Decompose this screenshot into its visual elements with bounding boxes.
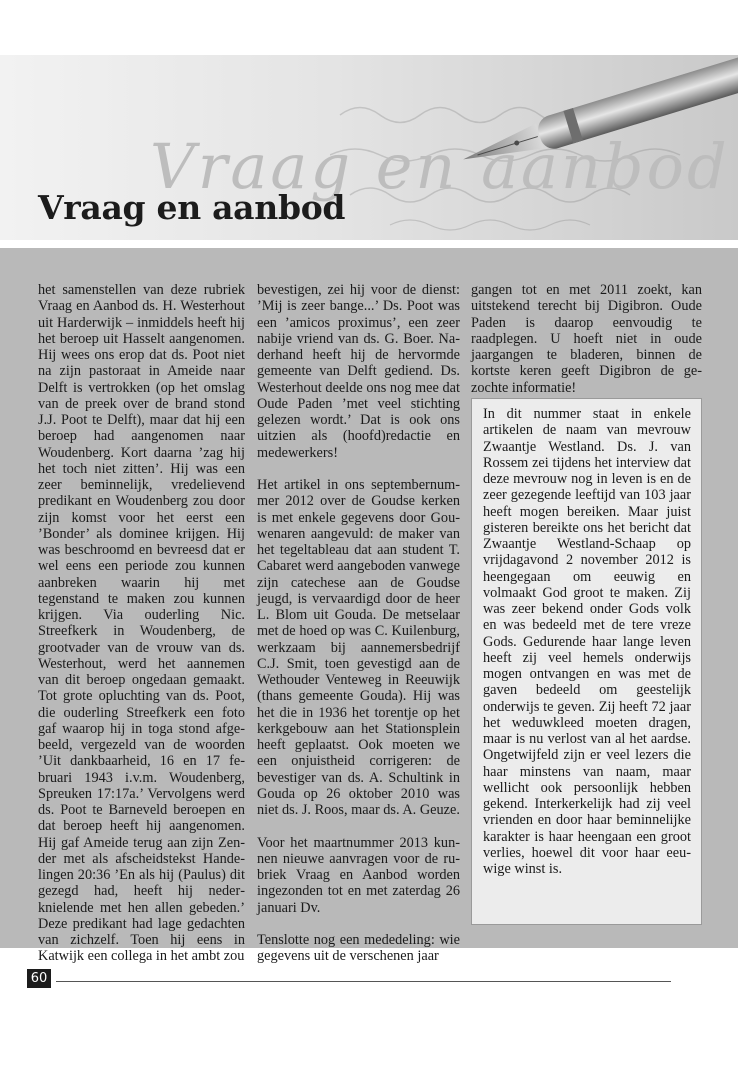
article-column-1 xyxy=(38,282,245,965)
paragraph: gangen tot en met 2011 zoekt, kan uitstekend terecht bij Digibron. Oude Paden is daarop eenvoudig te raadplegen. U hoeft niet in oude jaargangen te bladeren, binnen de kortste keren geeft Digibron de gezochte informatie! xyxy=(471,282,702,396)
notice-text: In dit nummer staat in enkele artikelen de naam van mevrouw Zwaantje Westland. Ds. J. van Rossem zei tijdens het interview dat deze mevrouw nog in leven is en de zeer gezegende leeftijd van 103 jaar heeft mogen bereiken. Maar juist gisteren bereikte ons het bericht dat Zwaantje Westland-Schaap op vrijdagavond 2 november 2012 is heengegaan om eeuwig en volmaakt God groot te maken. Zij was zeer bekend onder Gods volk en was bedeeld met de tere vreze Gods. Gedurende haar lange leven heeft zij veel hemels onderwijs mogen ontvangen en was met de gaven bedeeld om geestelijk onderwijs te geven. Zij heeft 72 jaar het weduwkleed moeten dragen, maar is nu verlost van al het aardse. Ongetwijfeld zijn er veel lezers die haar minstens van naam, maar wellicht ook persoonlijk hebben gekend. Interkerkelijk had zij veel vrienden en door haar beminnelijke karakter is haar heengaan een groot verlies, hoewel dit voor haar eeuwige winst is. xyxy=(483,406,691,877)
paragraph: het samenstellen van deze rubriek Vraag en Aanbod ds. H. Westerhout uit Harderwijk – inmiddels heeft hij het beroep uit Hasselt aangenomen. Hij wees ons erop dat ds. Poot niet na zijn pastoraat in Ameide naar Delft is vertrokken (op het omslag van de preek over de brand stond J.J. Poot te Delft), maar dat hij een beroep had aangenomen naar Woudenberg. Kort daarna ’zag hij het toch niet zitten’. Hij was een zeer beminnelijk, vredelievend predikant en Woudenberg zou door zijn komst voor het eerst een ’Bonder’ als dominee krijgen. Hij was beschroomd en bevreesd dat er wel eens een periode zou kunnen aanbreken waarin hij met tegenstand te maken zou kunnen krijgen. Via ouderling Nic. Streefkerk in Woudenberg, de grootvader van de vrouw van ds. Westerhout, werd het aannemen van dit beroep ongedaan gemaakt. Tot grote opluchting van ds. Poot, die ouderling Streefkerk een foto gaf waarop hij in toga stond afgebeeld, vergezeld van de woorden ’Uit dankbaarheid, 16 en 17 februari 1943 i.v.m. Woudenberg, Spreuken 17:17a.’ Vervolgens werd ds. Poot te Barneveld beroepen en dat beroep heeft hij aangenomen. Hij gaf Ameide terug aan zijn Zender met als afscheidstekst Handelingen 20:36 ’En als hij (Paulus) dit gezegd had, heeft hij nederknielende met hen allen gebeden.’ Deze predikant had lage gedachten van zichzelf. Toen hij eens in Katwijk een collega in het ambt zou xyxy=(38,282,245,965)
page-number: 60 xyxy=(27,969,51,988)
paragraph: bevestigen, zei hij voor de dienst: ’Mij is zeer bange...’ Ds. Poot was een ’amicos proximus’, een zeer nabije vriend van ds. G. Boer. Naderhand heeft hij de hervormde gemeente van Delft gediend. Ds. Westerhout deelde ons nog mee dat Oude Paden ’met veel stichting gelezen wordt.’ Dat is ook ons uitzien als (hoofd)redactie en medewerkers! xyxy=(257,282,460,461)
paragraph: Voor het maartnummer 2013 kunnen nieuwe aanvragen voor de rubriek Vraag en Aanbod worden ingezonden tot en met zaterdag 26 januari Dv. xyxy=(257,834,460,916)
background-title: Vraag en aanbod xyxy=(150,130,730,203)
page-title: Vraag en aanbod xyxy=(38,188,346,227)
paragraph: Tenslotte nog een mededeling: wie gegevens uit de verschenen jaar xyxy=(257,932,460,965)
header-banner xyxy=(0,55,738,240)
article-column-2 xyxy=(257,282,460,965)
article-column-3 xyxy=(471,282,702,396)
paragraph: Het artikel in ons septembernummer 2012 over de Goudse kerken is met enkele gegevens door Gouwenaren aangevuld: de maker van het tegeltableau dat aan student T. Cabaret werd aangeboden vanwege zijn catechese aan de Goudse jeugd, is vervaardigd door de heer L. Blom uit Gouda. De metselaar met de hoed op was C. Kuilenburg, werkzaam bij aannemersbedrijf C.J. Smit, toen gevestigd aan de Wethouder Venteweg in Reeuwijk (thans gemeente Gouda). Hij was het die in 1936 het torentje op het kerkgebouw aan het Stationsplein heeft geplaatst. Ook moeten we een onjuistheid corrigeren: de bevestiger van ds. A. Schultink in Gouda op 26 oktober 2010 was niet ds. J. Roos, maar ds. A. Geuze. xyxy=(257,477,460,818)
notice-box xyxy=(471,398,702,925)
footer-divider xyxy=(56,981,671,982)
